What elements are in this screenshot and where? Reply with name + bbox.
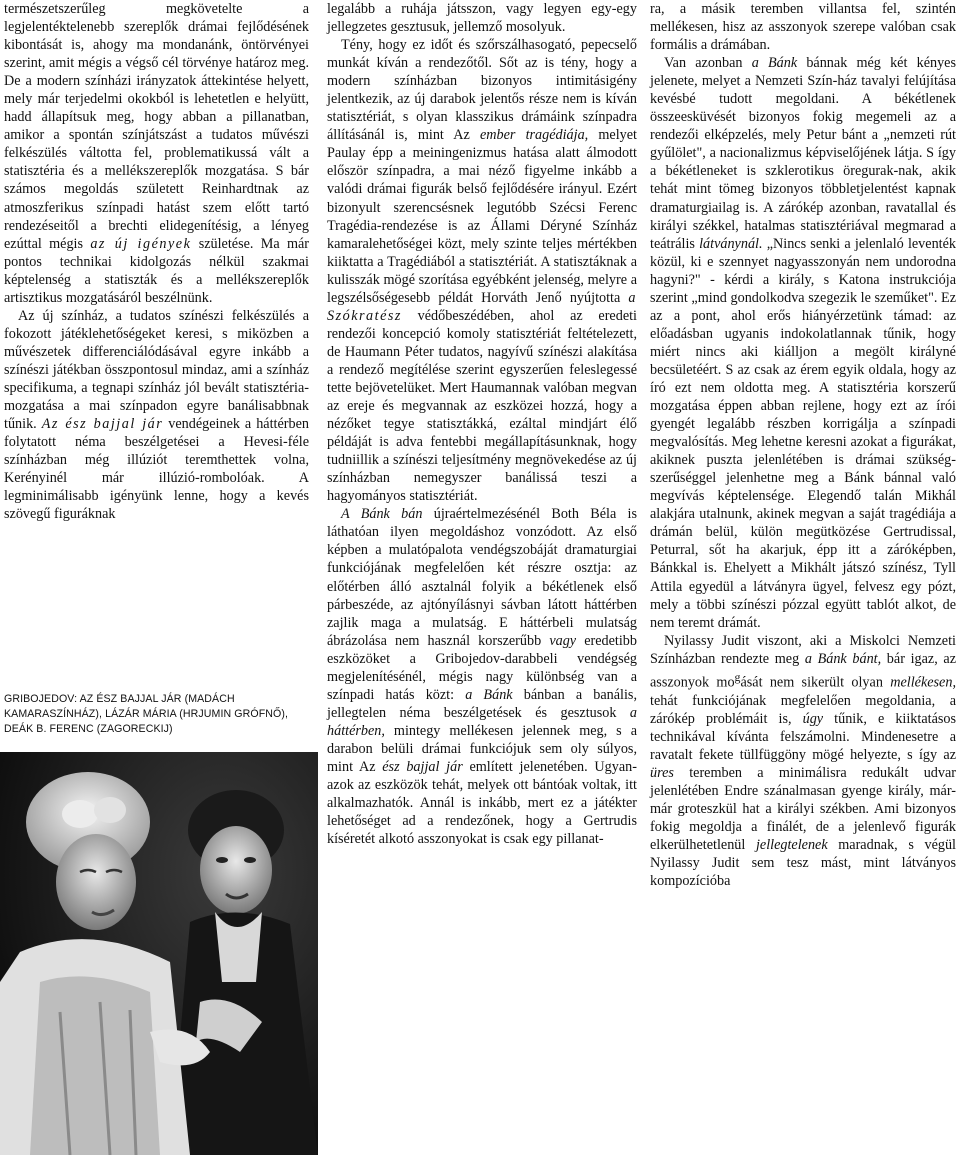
emphasis-text: üres	[650, 764, 674, 781]
emphasis-text: a háttérben,	[327, 704, 637, 739]
text-run: Az új színház, a tudatos színészi felkészülés a fokozott játéklehetőségeket keresi, s miközben a művészetek differenciálódásával egyre inkább a színészi játékban összpontosul mindaz, ami a színház specifikuma, a tegnapi színház jól bevált statisztéria-mozgatása a mai színpadon egyre banálisabbnak tűnik.	[4, 307, 309, 433]
superscript: g	[734, 669, 741, 684]
paragraph	[4, 0, 309, 307]
text-run: védőbeszédében, ahol az eredeti rendezői koncepció komoly statisztériát feltételezett, de Haumann Péter tudatos, nagyívű színészi alakítása a rendező megítélése szerint egyszerűen feleslegessé tette bejövetelüket. Mert Haumannak valóban megvan az ereje és megvannak az eszközei hozzá, hogy a nézőket tegye statisztákká, ezáltal mindjárt élő példáját is adva fentebbi megállapításunknak, hogy tudniillik a színészi teljesítmény megnövekedése az új színházban nemegyszer banálissá teszi a hagyományos statisztériát.	[327, 307, 637, 505]
text-run: ását nem sikerült olyan	[740, 674, 891, 691]
text-column-3	[650, 0, 956, 890]
text-run: vendégeinek a háttérben folytatott néma beszélgetései a Hevesi-féle színházban még illúziót teremthettek volna, Kerényinél már illúzió-rombolóak. A legminimálisabb igényünk lenne, hogy a kevés szövegű figuráknak	[4, 416, 309, 523]
text-run: természetszerűleg megkövetelte a legjelentéktelenebb szereplők drámai fejlődésének kibontását is, ahogy ma mondanánk, öntörvényei szerint, amit mégis a végső cél törvénye határoz meg. De a modern színházi irányzatok áttekintése helyett, mely már terjedelmi okokból is lehetetlen e helyütt, hadd állapítsuk meg, hogy abban a pillanatban, amikor a spontán színjátszást a tudatos művészi felkészülés váltotta fel, problematikussá vált a statisztéria és a mellékszereplők mozgatása. S bár számos megoldás született Reinhardtnak az atmoszferikus színpadi hatást szem előtt tartó rendezéseitől a brechti elidegenítésig, a lényeg ezúttal mégis	[4, 1, 309, 252]
play-title: ész bajjal jár	[382, 758, 463, 775]
text-run: újraértelmezésénél Both Béla is láthatóan ilyen megoldáshoz vonzódott. Az első képben a mulatópalota vendégszobáját dramaturgiai funkciójának megfelelően két részre osztja: az előtérben álló asztalnál folyik a békétlenek első párbeszéde, az ajtónyílásnyi sávban látott háttérben zajlik maga a mulatság. E háttérbeli mulatság ábrázolása nem használ korszerűbb	[327, 506, 637, 649]
play-title: a Szókratész	[327, 289, 637, 324]
text-run: „Nincs senki a jelenlaló leventék közül, ki e szennyet nagyasszonyán nem undorodna hagyni?" - kérdi a király, s Katona instrukciója szerint „mind gondolkodva szegezik le szeműket". Ez az a pont, ahol erős hiányérzetünk támad: az előadásban ugyanis indokolatlannak tűnik, hogy miért nincs aki kiálljon a megölt királyné becsületéért. S az csak az érem egyik oldala, hogy az író ezt nem oldotta meg. A statisztéria korszerű mozgatása éppen abban rejlene, hogy ezt az írói gyengét legalább részben korrigálja a színpadi megvalósítás. Meg lehetne keresni azokat a figurákat, akiknek puszta jelenlétében is drámai szükség-szerűséggel jelenhetne meg a Bánk bánnal való megvívás képtelensége. Elegendő talán Mikhál alakjára utalnunk, akinek megvan a saját tragédiája a drámán belül, külön megütközése Gertrudissal, Peturral, sőt ha akarjuk, épp itt a záróképben, Bánkkal is. Ehelyett a Mikhált játszó színész, Tyll Attila egyedül a látványra ügyel, felvesz egy pózt, mely a többi színészi pózzal együtt tablót alkot, de nem teremt drámát.	[650, 235, 956, 631]
text-run: Tény, hogy ez időt és szőrszálhasogató, pepecselő munkát kíván a rendezőtől. Sőt az is tény, hogy a modern színházban bizonyos intimitásigény jelentkezik, az új darabok jelentős része nem is kíván statisztériát, s olyan klasszikus drámáink színpadra állításánál is, mint Az	[327, 37, 637, 144]
text-run: teremben a minimálisra redukált udvar jelenlétében Endre szánalmasan gyenge király, már-már groteszkül hat a királyi székben. Ami bizonyos fokig megoldja a finálét, de a jelenlevő figurák elkerülhetetlenül	[650, 764, 956, 853]
text-column-2	[327, 0, 637, 848]
text-run: mintegy mellékesen jelennek meg, s a darabon belüli drámai funkciójuk sem oly súlyos, mint Az	[327, 722, 637, 775]
paragraph	[327, 0, 637, 36]
stage-photo	[0, 752, 318, 1155]
text-run: tehát funkciójának megfelelően megoldania, a zárókép problémáit is,	[650, 692, 956, 727]
paragraph	[650, 632, 956, 890]
play-title: Az ész bajjal jár	[41, 416, 164, 433]
emphasis-text: az új igények	[90, 235, 192, 252]
text-run: születése. Ma már pontos technikai kidolgozás nélkül szakmai képtelenség a statiszták és a mellékszereplők artisztikus mozgatásáról beszélnünk.	[4, 235, 310, 306]
text-run: Van azonban	[664, 55, 752, 72]
text-run: Nyilassy Judit viszont, aki a Miskolci Nemzeti Színházban rendezte meg	[650, 632, 956, 667]
emphasis-text: látványnál.	[699, 235, 763, 252]
play-title: ember tragédiája,	[479, 127, 589, 144]
text-run: melyet Paulay épp a meiningenizmus hatása alatt álmodott először színpadra, a mai néző figyelme inkább a valódi drámai figurák belső fejlődésére irányul. Ezért bizonyult szerencsésnek legutóbb Szécsi Ferenc Tragédia-rendezése is az Állami Déryné Színház kamaralehetőségei közt, mely szinte teljes mértékben kiiktatta a Tragédiából a statisztériát. A statisztáknak a kulisszák mögé szorítása egyébként jelenség, melyre a legszélsőségesebb példát Horváth Jenő nyújtotta	[327, 127, 638, 306]
photo-caption: GRIBOJEDOV: AZ ÉSZ BAJJAL JÁR (MADÁCH KAMARASZÍNHÁZ), LÁZÁR MÁRIA (HRJUMIN GRÓFNŐ), DEÁK B. FERENC (ZAGORECKIJ)	[4, 693, 289, 735]
text-run: maradnak, s végül Nyilassy Judit sem tesz mást, mint látványos kompozícióba	[650, 836, 956, 889]
emphasis-text: jellegtelenek	[755, 836, 828, 853]
emphasis-text: vagy	[549, 632, 577, 649]
play-title: a Bánk bánt,	[804, 650, 882, 667]
paragraph	[4, 307, 309, 524]
text-run: bánban a banális, jellegtelen néma beszélgetések és gesztusok	[327, 686, 637, 721]
paragraph	[650, 0, 956, 54]
text-run: legalább a ruhája játsszon, vagy legyen egy-egy jellegzetes gesztusuk, jellemző mosolyuk.	[327, 1, 637, 36]
play-title: A Bánk bán	[341, 506, 423, 523]
text-run: eredetibb eszközöket a Gribojedov-darabbeli vendégség megjelenítésénél, mégis nagy különbség van a színpadi hatás közt:	[327, 632, 637, 703]
play-title: a Bánk	[751, 55, 798, 72]
paragraph	[327, 505, 637, 848]
emphasis-text: úgy	[802, 710, 824, 727]
play-title: a Bánk	[465, 686, 513, 703]
emphasis-text: mellékesen,	[890, 674, 956, 691]
text-run: említett jelenetében. Ugyan-azok az eszközök tehát, melyek ott bántóak voltak, itt alkalmazhatók. Annál is inkább, mert ez a játékter lehetőséget ad a rendezőnek, hogy a Gertrudis kíséretét alkotó asszonyokat is csak egy pillanat-	[327, 758, 637, 848]
paragraph	[650, 54, 956, 632]
text-run: bár igaz, az asszonyok mo	[650, 650, 956, 691]
text-run: ra, a másik teremben villantsa fel, szintén mellékesen, hisz az asszonyok szerepe valóban csak formális a drámában.	[650, 1, 956, 54]
text-run: bánnak még két kényes jelenete, melyet a Nemzeti Szín-ház tavalyi felújítása kevésbé tudott megoldani. A békétlenek összeesküvését bizonyos fokig megemeli az a rendezői elképzelés, mely Petur bánt a „nemzeti rút gyűlölet", a nacionalizmus képviselőjének látja. S így a békétleneket is szklerotikus öregurak-nak, akik tehát mint tömeg bizonyos többletjelentést kapnak dramaturgiailag is. A zárókép azonban, ravatallal és királyi székkel, hatalmas statisztériával megmarad a teátrális	[650, 55, 956, 252]
paragraph	[327, 36, 637, 505]
text-column-1	[4, 0, 309, 523]
text-run: tűnik, e kiiktatásos technikával kívánta felszámolni. Mindenesetre a ravatalt fekete tüllfüggöny mögé helyezte, s így az	[650, 710, 956, 763]
